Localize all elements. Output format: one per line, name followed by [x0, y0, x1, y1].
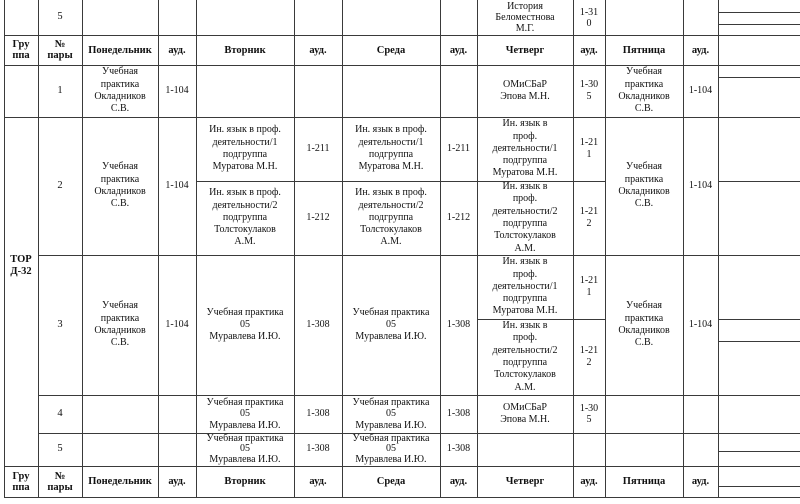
column-header-aud: ауд. [580, 44, 598, 56]
column-header-tuesday: Вторник [224, 476, 266, 487]
column-header-thursday: Четверг [505, 476, 545, 487]
column-header-aud: ауд. [168, 44, 186, 56]
group-name: ТОР Д-32 [10, 253, 32, 277]
lesson-cell: ОМиСБаР Эпова М.Н. [500, 78, 550, 102]
room-cell: 1-21 1 [579, 274, 599, 298]
column-header-aud: ауд. [449, 44, 468, 56]
grid-line [718, 12, 800, 13]
column-header-aud: ауд. [309, 44, 327, 56]
lesson-cell: Ин. язык в проф. деятельности/2 подгруппа Толстокулаков А.М. [492, 320, 558, 393]
grid-line [718, 77, 800, 78]
room-cell: 1-30 5 [579, 78, 599, 102]
grid-line [718, 319, 800, 320]
room-cell: 1-308 [446, 443, 471, 455]
column-header-aud: ауд. [580, 476, 598, 487]
room-cell: 1-308 [306, 318, 330, 330]
column-header-group: Гру ппа [12, 39, 30, 61]
pair-number: 2 [57, 179, 63, 191]
column-header-friday: Пятница [622, 44, 666, 56]
lesson-cell: Учебная практика Окладников С.В. [94, 161, 146, 210]
room-cell: 1-211 [447, 142, 470, 154]
column-header-wednesday: Среда [376, 44, 406, 56]
lesson-cell: Ин. язык в проф. деятельности/2 подгруппа Толстокулаков А.М. [209, 187, 281, 248]
lesson-cell: Учебная практика Окладников С.В. [618, 300, 670, 349]
room-cell: 1-21 1 [579, 136, 599, 160]
grid-line [718, 341, 800, 342]
column-header-aud: ауд. [691, 476, 710, 487]
lesson-cell: Учебная практика 05 Муравлева И.Ю. [352, 306, 430, 343]
lesson-cell: Ин. язык в проф. деятельности/2 подгруппа Толстокулаков А.М. [492, 181, 558, 254]
room-cell: 1-308 [446, 318, 471, 330]
lesson-cell: ОМиСБаР Эпова М.Н. [500, 401, 550, 425]
pair-number: 5 [57, 443, 63, 455]
grid-line [718, 486, 800, 487]
column-header-aud: ауд. [449, 476, 468, 487]
thursday-room: 1-31 0 [579, 6, 599, 29]
lesson-cell: Учебная практика 05 Муравлева И.Ю. [352, 433, 430, 465]
grid-line [718, 24, 800, 25]
lesson-cell: Учебная практика 05 Муравлева И.Ю. [206, 396, 284, 431]
room-cell: 1-21 2 [579, 344, 599, 368]
column-header-wednesday: Среда [376, 476, 406, 487]
pair-number: 3 [57, 318, 63, 330]
lesson-cell: Ин. язык в проф. деятельности/1 подгруппа Муратова М.Н. [355, 124, 427, 173]
room-cell: 1-104 [165, 179, 189, 191]
grid-line [4, 497, 800, 498]
lesson-cell: Учебная практика 05 Муравлева И.Ю. [352, 396, 430, 431]
room-cell: 1-211 [306, 142, 330, 154]
column-header-monday: Понедельник [88, 476, 152, 487]
lesson-cell: Учебная практика 05 Муравлева И.Ю. [206, 433, 284, 465]
lesson-cell: Ин. язык в проф. деятельности/2 подгруппа Толстокулаков А.М. [355, 187, 427, 248]
column-header-aud: ауд. [168, 476, 186, 487]
lesson-cell: Учебная практика Окладников С.В. [618, 161, 670, 210]
lesson-cell: Учебная практика Окладников С.В. [94, 300, 146, 349]
column-header-monday: Понедельник [88, 44, 152, 56]
lesson-cell: Учебная практика Окладников С.В. [618, 66, 670, 115]
pair-number: 1 [57, 84, 63, 96]
room-cell: 1-30 5 [579, 402, 599, 425]
pair-number: 4 [57, 407, 63, 419]
column-header-aud: ауд. [309, 476, 327, 487]
column-header-thursday: Четверг [505, 44, 545, 56]
column-header-pair: № пары [47, 470, 73, 493]
thursday-subject: История Беломестнова М.Г. [495, 1, 555, 34]
column-header-group: Гру ппа [12, 470, 30, 493]
grid-line [718, 181, 800, 182]
column-header-friday: Пятница [622, 476, 666, 487]
pair-number: 5 [57, 11, 63, 23]
lesson-cell: Ин. язык в проф. деятельности/1 подгруппа Муратова М.Н. [492, 256, 558, 317]
room-cell: 1-308 [306, 443, 330, 455]
room-cell: 1-104 [165, 318, 189, 330]
lesson-cell: Учебная практика Окладников С.В. [94, 66, 146, 115]
room-cell: 1-212 [446, 211, 471, 223]
room-cell: 1-104 [688, 318, 713, 330]
room-cell: 1-104 [688, 84, 713, 96]
room-cell: 1-308 [306, 407, 330, 419]
lesson-cell: Ин. язык в проф. деятельности/1 подгруппа Муратова М.Н. [209, 124, 281, 173]
lesson-cell: Учебная практика 05 Муравлева И.Ю. [206, 306, 284, 343]
column-header-aud: ауд. [691, 44, 710, 56]
grid-line [718, 451, 800, 452]
lesson-cell: Ин. язык в проф. деятельности/1 подгруппа Муратова М.Н. [492, 118, 558, 179]
column-header-pair: № пары [47, 39, 73, 61]
room-cell: 1-104 [165, 84, 189, 96]
room-cell: 1-308 [446, 407, 471, 419]
room-cell: 1-212 [306, 211, 330, 223]
grid-line [718, 0, 719, 497]
column-header-tuesday: Вторник [224, 44, 266, 56]
room-cell: 1-21 2 [579, 205, 599, 229]
room-cell: 1-104 [688, 179, 713, 191]
